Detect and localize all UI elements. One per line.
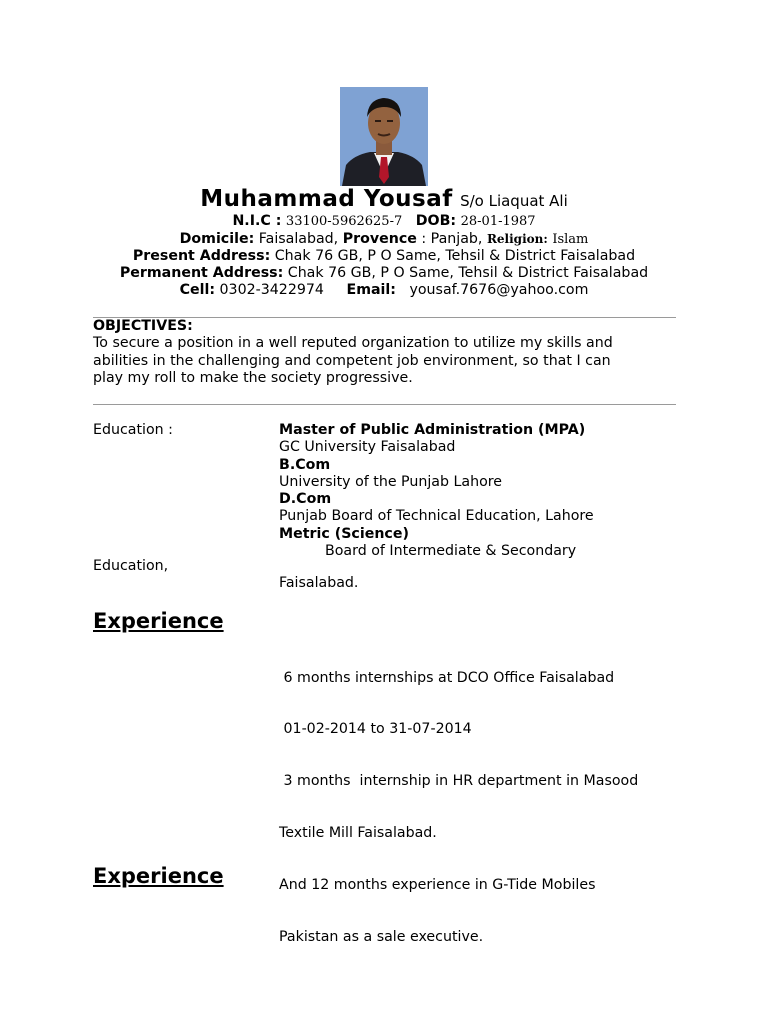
education-degree: Master of Public Administration (MPA) bbox=[279, 422, 586, 438]
objectives-line: To secure a position in a well reputed organization to utilize my skills and bbox=[93, 335, 613, 352]
contact-line bbox=[0, 282, 768, 299]
objectives-line: play my roll to make the society progressive. bbox=[93, 369, 413, 386]
experience-list bbox=[279, 635, 638, 964]
profile-photo bbox=[340, 87, 428, 186]
permanent-address-line bbox=[0, 265, 768, 282]
education-label: Education : bbox=[93, 422, 173, 438]
full-name: Muhammad Yousaf bbox=[200, 186, 453, 212]
education-list bbox=[279, 422, 594, 560]
religion-value: Islam bbox=[552, 232, 589, 247]
experience-line: Pakistan as a sale executive. bbox=[279, 929, 484, 946]
permanent-address-label: Permanent Address: bbox=[119, 265, 284, 281]
education-wrap-line: Education, bbox=[93, 558, 169, 574]
objectives-line: abilities in the challenging and competent job environment, so that I can bbox=[93, 352, 611, 369]
present-address-label: Present Address: bbox=[132, 248, 271, 264]
provence-value: : Panjab, bbox=[421, 231, 483, 247]
objectives-section bbox=[93, 318, 613, 387]
education-institution: Board of Intermediate & Secondary bbox=[325, 543, 577, 560]
experience-line: Textile Mill Faisalabad. bbox=[279, 825, 437, 842]
provence-label: Provence bbox=[342, 231, 417, 247]
dob-label: DOB: bbox=[415, 213, 457, 229]
nic-value: 33100-5962625-7 bbox=[285, 214, 403, 229]
religion-label: Religion: bbox=[486, 232, 548, 246]
email-value[interactable]: yousaf.7676@yahoo.com bbox=[409, 282, 589, 298]
education-institution: University of the Punjab Lahore bbox=[279, 473, 503, 490]
experience-heading: Experience bbox=[93, 609, 224, 633]
experience-line: And 12 months experience in G-Tide Mobiles bbox=[279, 877, 596, 894]
objectives-title: OBJECTIVES: bbox=[93, 318, 193, 334]
experience-heading-2: Experience bbox=[93, 864, 224, 888]
divider bbox=[93, 404, 676, 405]
permanent-address-value: Chak 76 GB, P O Same, Tehsil & District Faisalabad bbox=[287, 265, 649, 281]
parent-name: S/o Liaquat Ali bbox=[460, 192, 568, 210]
name-line bbox=[0, 184, 768, 216]
education-institution: GC University Faisalabad bbox=[279, 439, 456, 456]
domicile-label: Domicile: bbox=[179, 231, 255, 247]
education-degree: B.Com bbox=[279, 456, 331, 473]
email-label: Email: bbox=[346, 282, 396, 298]
experience-line: 01-02-2014 to 31-07-2014 bbox=[279, 721, 472, 738]
education-last-line: Faisalabad. bbox=[279, 575, 359, 591]
cell-label: Cell: bbox=[179, 282, 215, 298]
dob-value: 28-01-1987 bbox=[460, 214, 536, 229]
present-address-value: Chak 76 GB, P O Same, Tehsil & District Faisalabad bbox=[274, 248, 636, 264]
person-photo-icon bbox=[340, 87, 428, 186]
nic-label: N.I.C : bbox=[232, 213, 282, 229]
present-address-line bbox=[0, 248, 768, 265]
experience-line: 3 months internship in HR department in Masood bbox=[279, 773, 639, 790]
cell-value: 0302-3422974 bbox=[219, 282, 324, 298]
education-degree: D.Com bbox=[279, 491, 332, 508]
experience-line: 6 months internships at DCO Office Faisalabad bbox=[279, 669, 615, 686]
education-institution: Punjab Board of Technical Education, Lahore bbox=[279, 508, 594, 525]
domicile-value: Faisalabad, bbox=[258, 231, 339, 247]
education-degree: Metric (Science) bbox=[279, 525, 409, 542]
domicile-line bbox=[0, 231, 768, 248]
nic-dob-line bbox=[0, 213, 768, 230]
